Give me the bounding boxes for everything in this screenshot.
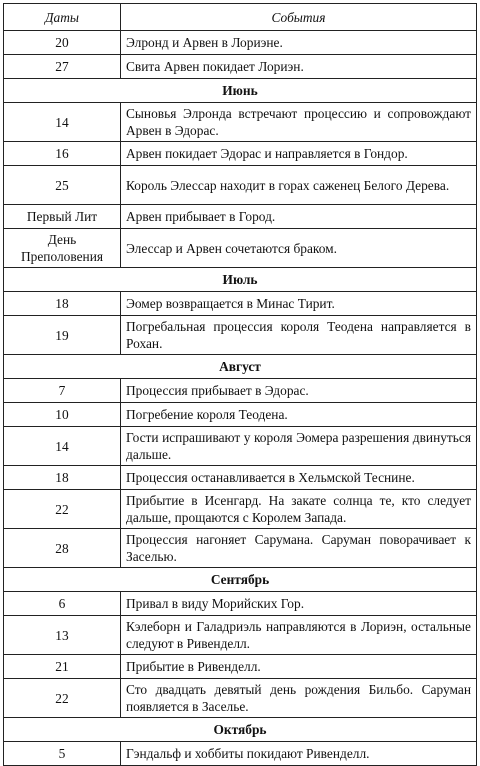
event-cell: Погребение короля Теодена. bbox=[121, 403, 477, 427]
event-cell: Арвен покидает Эдорас и направляется в Гондор. bbox=[121, 142, 477, 166]
table-row bbox=[4, 466, 477, 490]
event-cell: Гости испрашивают у короля Эомера разрешения двинуться дальше. bbox=[121, 427, 477, 466]
event-cell: Погребальная процессия короля Теодена направляется в Рохан. bbox=[121, 316, 477, 355]
month-header-row bbox=[4, 79, 477, 103]
table-row bbox=[4, 31, 477, 55]
month-header-row bbox=[4, 355, 477, 379]
table-row bbox=[4, 427, 477, 466]
month-label: Август bbox=[4, 355, 477, 379]
date-cell: 5 bbox=[4, 742, 121, 766]
table-row bbox=[4, 229, 477, 268]
date-cell: 22 bbox=[4, 490, 121, 529]
table-row bbox=[4, 679, 477, 718]
date-cell: 21 bbox=[4, 655, 121, 679]
month-label: Июнь bbox=[4, 79, 477, 103]
date-cell: 6 bbox=[4, 592, 121, 616]
table-row bbox=[4, 55, 477, 79]
date-cell: 25 bbox=[4, 166, 121, 205]
month-header-row bbox=[4, 268, 477, 292]
event-cell: Элронд и Арвен в Лориэне. bbox=[121, 31, 477, 55]
event-cell: Привал в виду Морийских Гор. bbox=[121, 592, 477, 616]
event-cell: Элессар и Арвен сочетаются браком. bbox=[121, 229, 477, 268]
table-row bbox=[4, 742, 477, 766]
date-cell: 22 bbox=[4, 679, 121, 718]
month-label: Сентябрь bbox=[4, 568, 477, 592]
date-cell: 10 bbox=[4, 403, 121, 427]
event-cell: Эомер возвращается в Минас Тирит. bbox=[121, 292, 477, 316]
date-cell: Первый Лит bbox=[4, 205, 121, 229]
table-row bbox=[4, 379, 477, 403]
table-row bbox=[4, 166, 477, 205]
event-cell: Арвен прибывает в Город. bbox=[121, 205, 477, 229]
event-cell: Кэлеборн и Галадриэль направляются в Лориэн, остальные следуют в Ривенделл. bbox=[121, 616, 477, 655]
table-row bbox=[4, 529, 477, 568]
event-cell: Сыновья Элронда встречают процессию и сопровождают Арвен в Эдорас. bbox=[121, 103, 477, 142]
date-cell: 16 bbox=[4, 142, 121, 166]
event-cell: Процессия прибывает в Эдорас. bbox=[121, 379, 477, 403]
table-row bbox=[4, 616, 477, 655]
table-row bbox=[4, 403, 477, 427]
event-cell: Прибытие в Исенгард. На закате солнца те, кто следует дальше, прощаются с Королем Запада. bbox=[121, 490, 477, 529]
date-cell: День Преполовения bbox=[4, 229, 121, 268]
date-cell: 27 bbox=[4, 55, 121, 79]
date-cell: 14 bbox=[4, 427, 121, 466]
chronology-table bbox=[3, 3, 477, 766]
month-header-row bbox=[4, 568, 477, 592]
event-cell: Король Элессар находит в горах саженец Белого Дерева. bbox=[121, 166, 477, 205]
month-label: Октябрь bbox=[4, 718, 477, 742]
table-row bbox=[4, 592, 477, 616]
date-cell: 18 bbox=[4, 292, 121, 316]
date-cell: 19 bbox=[4, 316, 121, 355]
event-cell: Процессия останавливается в Хельмской Теснине. bbox=[121, 466, 477, 490]
date-cell: 14 bbox=[4, 103, 121, 142]
month-label: Июль bbox=[4, 268, 477, 292]
table-row bbox=[4, 655, 477, 679]
event-cell: Сто двадцать девятый день рождения Бильбо. Саруман появляется в Заселье. bbox=[121, 679, 477, 718]
event-cell: Гэндальф и хоббиты покидают Ривенделл. bbox=[121, 742, 477, 766]
event-cell: Процессия нагоняет Сарумана. Саруман поворачивает к Заселью. bbox=[121, 529, 477, 568]
table-row bbox=[4, 142, 477, 166]
date-cell: 13 bbox=[4, 616, 121, 655]
table-row bbox=[4, 205, 477, 229]
date-cell: 20 bbox=[4, 31, 121, 55]
table-row bbox=[4, 316, 477, 355]
header-row bbox=[4, 4, 477, 31]
table-row bbox=[4, 490, 477, 529]
date-column-header: Даты bbox=[4, 4, 121, 31]
date-cell: 28 bbox=[4, 529, 121, 568]
date-cell: 18 bbox=[4, 466, 121, 490]
month-header-row bbox=[4, 718, 477, 742]
event-cell: Свита Арвен покидает Лориэн. bbox=[121, 55, 477, 79]
table-row bbox=[4, 292, 477, 316]
event-column-header: События bbox=[121, 4, 477, 31]
table-row bbox=[4, 103, 477, 142]
table-body bbox=[4, 31, 477, 766]
date-cell: 7 bbox=[4, 379, 121, 403]
event-cell: Прибытие в Ривенделл. bbox=[121, 655, 477, 679]
